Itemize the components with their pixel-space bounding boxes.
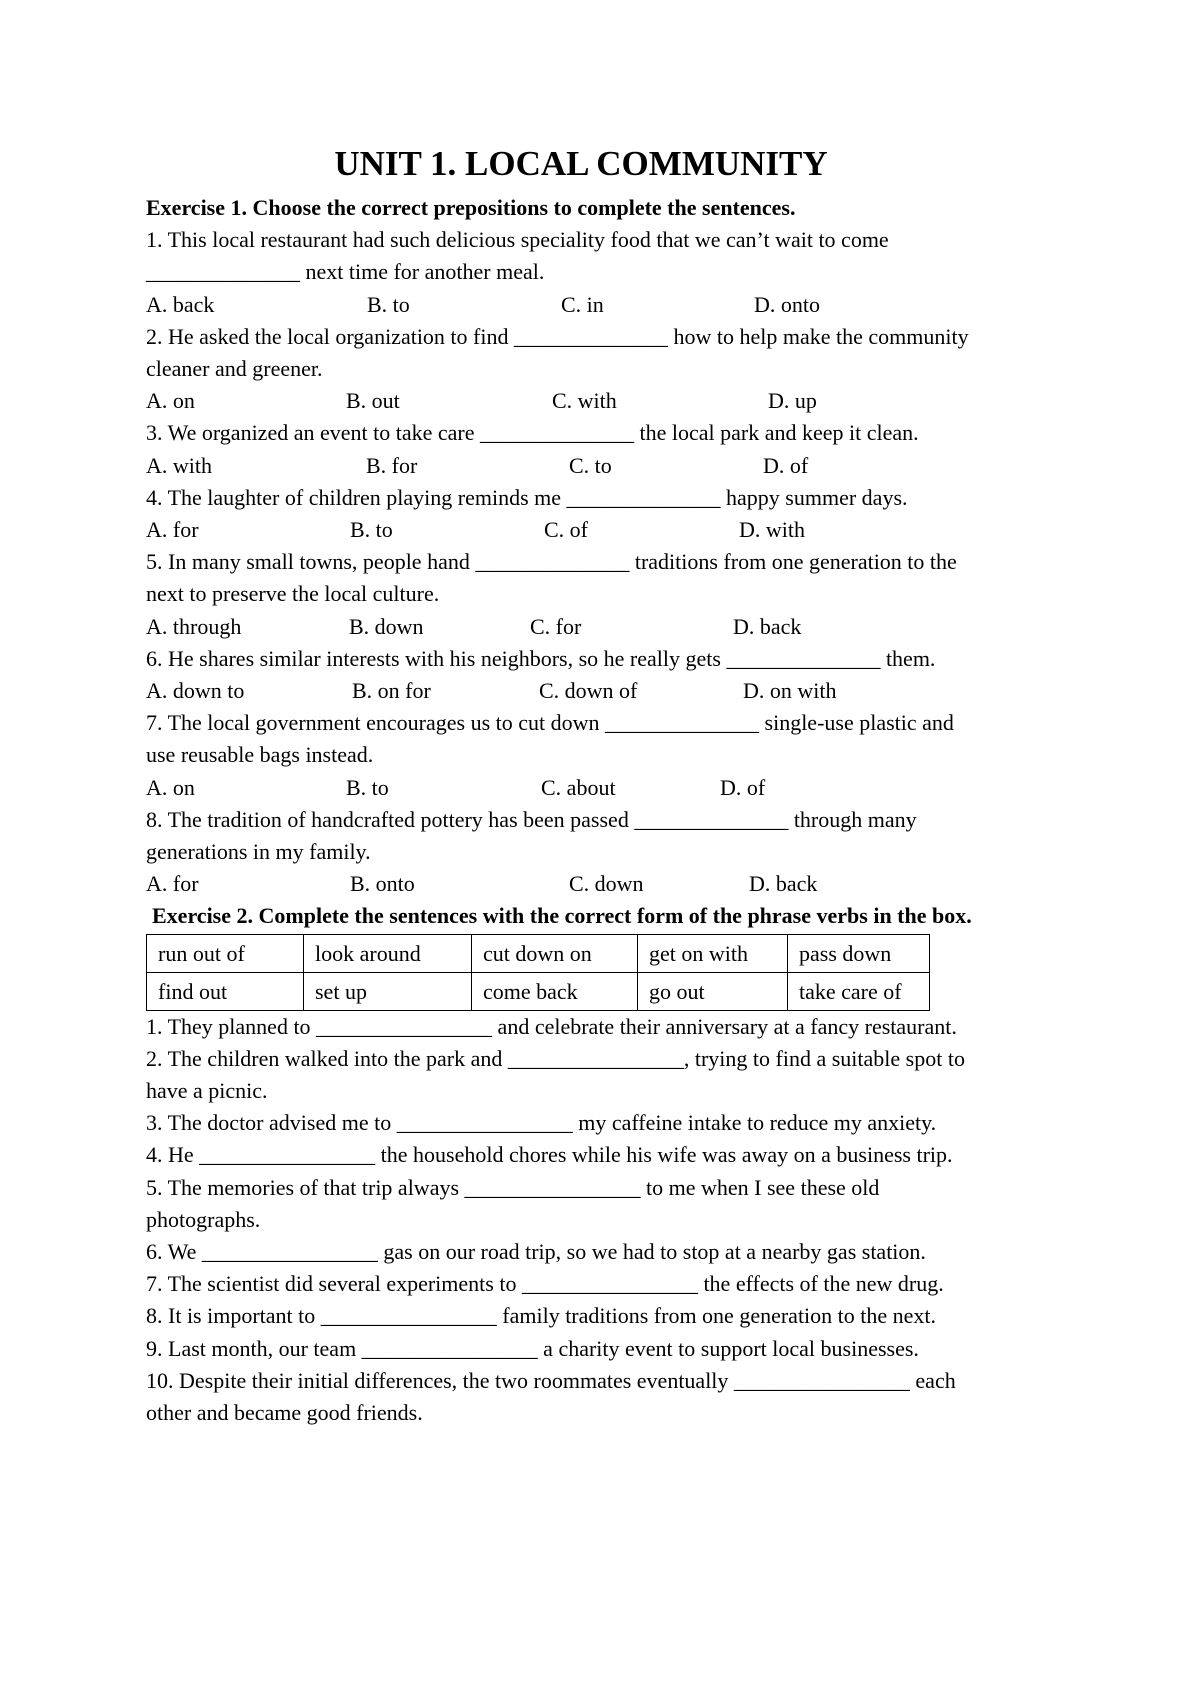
question-6	[146, 643, 1076, 707]
question-text: use reusable bags instead.	[146, 742, 374, 768]
option-c: C. about	[541, 774, 616, 800]
box-cell: get on with	[638, 934, 788, 972]
option-c: C. in	[561, 291, 604, 317]
box-cell: run out of	[147, 934, 304, 972]
answer-options	[146, 450, 1076, 482]
answer-options	[146, 514, 1076, 546]
box-cell: set up	[304, 972, 472, 1010]
question-1	[146, 224, 1076, 321]
option-b: B. onto	[350, 871, 415, 897]
sentence-line: other and became good friends.	[146, 1399, 423, 1425]
question-text: generations in my family.	[146, 838, 371, 864]
question-text: 5. In many small towns, people hand ______________ traditions from one generation to the	[146, 549, 957, 575]
answer-options	[146, 289, 1076, 321]
phrasal-verb-box	[146, 934, 930, 1011]
page-title: UNIT 1. LOCAL COMMUNITY	[334, 144, 828, 183]
option-a: A. on	[146, 774, 195, 800]
sentence-line: 6. We ________________ gas on our road trip, so we had to stop at a nearby gas station.	[146, 1238, 926, 1264]
box-cell: go out	[638, 972, 788, 1010]
sentence-line: photographs.	[146, 1206, 261, 1232]
option-b: B. for	[366, 452, 418, 478]
option-a: A. for	[146, 516, 199, 542]
option-c: C. to	[569, 452, 612, 478]
question-text: cleaner and greener.	[146, 356, 323, 381]
option-d: D. of	[720, 774, 766, 800]
box-cell: come back	[472, 972, 638, 1010]
sentence-line: 1. They planned to ________________ and celebrate their anniversary at a fancy restaurant.	[146, 1013, 957, 1039]
worksheet-page	[146, 140, 1076, 1429]
box-row	[147, 972, 930, 1010]
question-text: next to preserve the local culture.	[146, 581, 440, 607]
box-cell: take care of	[788, 972, 930, 1010]
option-b: B. to	[350, 516, 393, 542]
option-a: A. on	[146, 388, 195, 414]
box-cell: pass down	[788, 934, 930, 972]
option-a: A. for	[146, 871, 199, 897]
question-text: 6. He shares similar interests with his neighbors, so he really gets ______________ them.	[146, 645, 936, 671]
question-text: 7. The local government encourages us to cut down ______________ single-use plastic and	[146, 710, 954, 736]
question-text: 1. This local restaurant had such delicious speciality food that we can’t wait to come	[146, 227, 889, 253]
sentence-line: 3. The doctor advised me to ________________ my caffeine intake to reduce my anxiety.	[146, 1110, 937, 1136]
option-a: A. down to	[146, 677, 245, 703]
option-c: C. with	[552, 388, 617, 414]
option-c: C. of	[544, 516, 588, 542]
question-text: 8. The tradition of handcrafted pottery has been passed ______________ through many	[146, 806, 917, 832]
sentence-line: 5. The memories of that trip always ________________ to me when I see these old	[146, 1174, 880, 1200]
option-b: B. to	[346, 774, 389, 800]
option-d: D. back	[733, 613, 802, 639]
option-d: D. back	[749, 871, 818, 897]
box-row	[147, 934, 930, 972]
question-text: 4. The laughter of children playing reminds me ______________ happy summer days.	[146, 484, 908, 510]
option-c: C. down	[569, 871, 644, 897]
answer-options	[146, 772, 1076, 804]
sentence-line: 4. He ________________ the household chores while his wife was away on a business trip.	[146, 1142, 953, 1168]
box-cell: find out	[147, 972, 304, 1010]
question-text: 3. We organized an event to take care ______________ the local park and keep it clean.	[146, 420, 919, 446]
exercise-2-heading: Exercise 2. Complete the sentences with the correct form of the phrase verbs in the box.	[152, 903, 972, 929]
sentence-line: have a picnic.	[146, 1077, 268, 1103]
sentence-line: 2. The children walked into the park and ________________, trying to find a suitable spot to	[146, 1045, 965, 1071]
question-3	[146, 417, 1076, 481]
answer-options	[146, 385, 1076, 417]
question-text: 2. He asked the local organization to find ______________ how to help make the community	[146, 323, 969, 349]
option-a: A. through	[146, 613, 242, 639]
question-8	[146, 804, 1076, 901]
option-d: D. on with	[743, 677, 837, 703]
option-d: D. onto	[754, 291, 820, 317]
option-c: C. for	[530, 613, 582, 639]
answer-options	[146, 868, 1076, 900]
question-2	[146, 321, 1076, 418]
option-a: A. back	[146, 291, 215, 317]
option-b: B. down	[349, 613, 424, 639]
option-c: C. down of	[539, 677, 638, 703]
option-a: A. with	[146, 452, 212, 478]
answer-options	[146, 611, 1076, 643]
question-7	[146, 707, 1076, 804]
sentence-line: 9. Last month, our team ________________ a charity event to support local businesses.	[146, 1335, 919, 1361]
option-b: B. on for	[352, 677, 431, 703]
exercise-1-heading: Exercise 1. Choose the correct prepositions to complete the sentences.	[146, 195, 796, 220]
sentence-line: 8. It is important to ________________ family traditions from one generation to the next.	[146, 1303, 937, 1329]
sentence-line: 7. The scientist did several experiments to ________________ the effects of the new drug.	[146, 1271, 944, 1297]
sentence-line: 10. Despite their initial differences, the two roommates eventually ________________ each	[146, 1367, 956, 1393]
option-d: D. with	[739, 516, 805, 542]
question-text: ______________ next time for another meal.	[146, 259, 545, 285]
box-cell: cut down on	[472, 934, 638, 972]
exercise-2-sentences	[146, 1011, 1076, 1430]
question-5	[146, 546, 1076, 643]
box-cell: look around	[304, 934, 472, 972]
option-b: B. out	[346, 388, 400, 414]
answer-options	[146, 675, 1076, 707]
option-d: D. up	[768, 388, 817, 414]
option-d: D. of	[763, 452, 809, 478]
question-4	[146, 482, 1076, 546]
option-b: B. to	[367, 291, 410, 317]
